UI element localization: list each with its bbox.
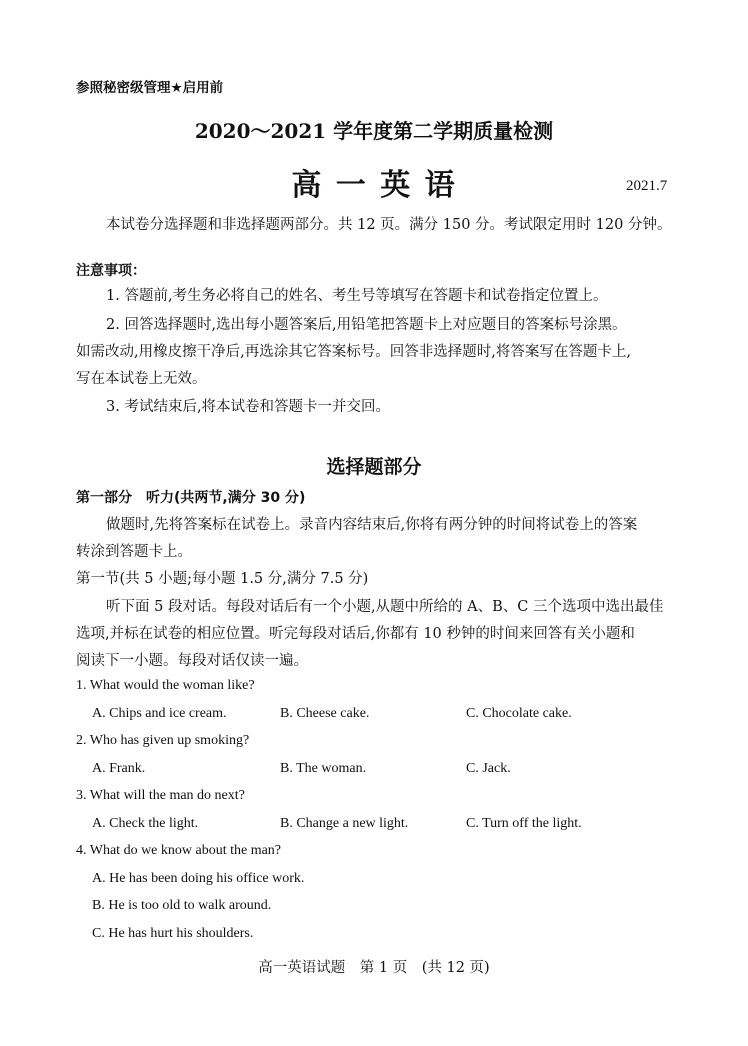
question-4-option-b: B. He is too old to walk around. — [92, 898, 272, 913]
part1-heading: 第一部分 听力(共两节,满分 30 分) — [76, 490, 306, 506]
intro-text: 本试卷分选择题和非选择题两部分。共 12 页。满分 150 分。考试限定用时 120 分钟。 — [106, 217, 672, 233]
note-item-2-line-3: 写在本试卷上无效。 — [76, 371, 207, 387]
question-2-option-c: C. Jack. — [466, 761, 511, 776]
section1-desc-line-3: 阅读下一小题。每段对话仅读一遍。 — [76, 653, 308, 669]
note-item-2-line-2: 如需改动,用橡皮擦干净后,再选涂其它答案标号。回答非选择题时,将答案写在答题卡上, — [76, 344, 631, 360]
exam-date: 2021.7 — [626, 178, 668, 194]
question-3-option-c: C. Turn off the light. — [466, 816, 582, 831]
question-1-option-b: B. Cheese cake. — [280, 706, 370, 721]
exam-title: 2020～2021 学年度第二学期质量检测 — [194, 119, 554, 143]
note-item-3: 3. 考试结束后,将本试卷和答题卡一并交回。 — [106, 399, 391, 415]
section1-heading: 第一节(共 5 小题;每小题 1.5 分,满分 7.5 分) — [76, 571, 369, 587]
question-1-option-a: A. Chips and ice cream. — [92, 706, 227, 721]
note-item-1: 1. 答题前,考生务必将自己的姓名、考生号等填写在答题卡和试卷指定位置上。 — [106, 288, 608, 304]
confidentiality-label: 参照秘密级管理★启用前 — [76, 80, 224, 96]
question-3-option-a: A. Check the light. — [92, 816, 199, 831]
question-3-option-b: B. Change a new light. — [280, 816, 409, 831]
question-2-option-b: B. The woman. — [280, 761, 367, 776]
question-2: 2. Who has given up smoking? — [76, 733, 250, 748]
section1-desc-line-1: 听下面 5 段对话。每段对话后有一个小题,从题中所给的 A、B、C 三个选项中选出最佳 — [106, 599, 664, 615]
question-2-option-a: A. Frank. — [92, 761, 146, 776]
page-footer: 高一英语试题 第 1 页 (共 12 页) — [258, 960, 490, 976]
notes-heading: 注意事项： — [76, 263, 146, 279]
part1-desc-line-1: 做题时,先将答案标在试卷上。录音内容结束后,你将有两分钟的时间将试卷上的答案 — [106, 517, 638, 533]
part1-desc-line-2: 转涂到答题卡上。 — [76, 544, 192, 560]
question-1: 1. What would the woman like? — [76, 678, 255, 693]
note-item-2-line-1: 2. 回答选择题时,选出每小题答案后,用铅笔把答题卡上对应题目的答案标号涂黑。 — [106, 317, 627, 333]
subject-title: 高 一 英 语 — [291, 168, 457, 203]
question-4: 4. What do we know about the man? — [76, 843, 282, 858]
question-4-option-c: C. He has hurt his shoulders. — [92, 926, 254, 941]
section-title: 选择题部分 — [326, 456, 422, 478]
question-1-option-c: C. Chocolate cake. — [466, 706, 572, 721]
section1-desc-line-2: 选项,并标在试卷的相应位置。听完每段对话后,你都有 10 秒钟的时间来回答有关小题和 — [76, 626, 635, 642]
question-3: 3. What will the man do next? — [76, 788, 245, 803]
question-4-option-a: A. He has been doing his office work. — [92, 871, 305, 886]
